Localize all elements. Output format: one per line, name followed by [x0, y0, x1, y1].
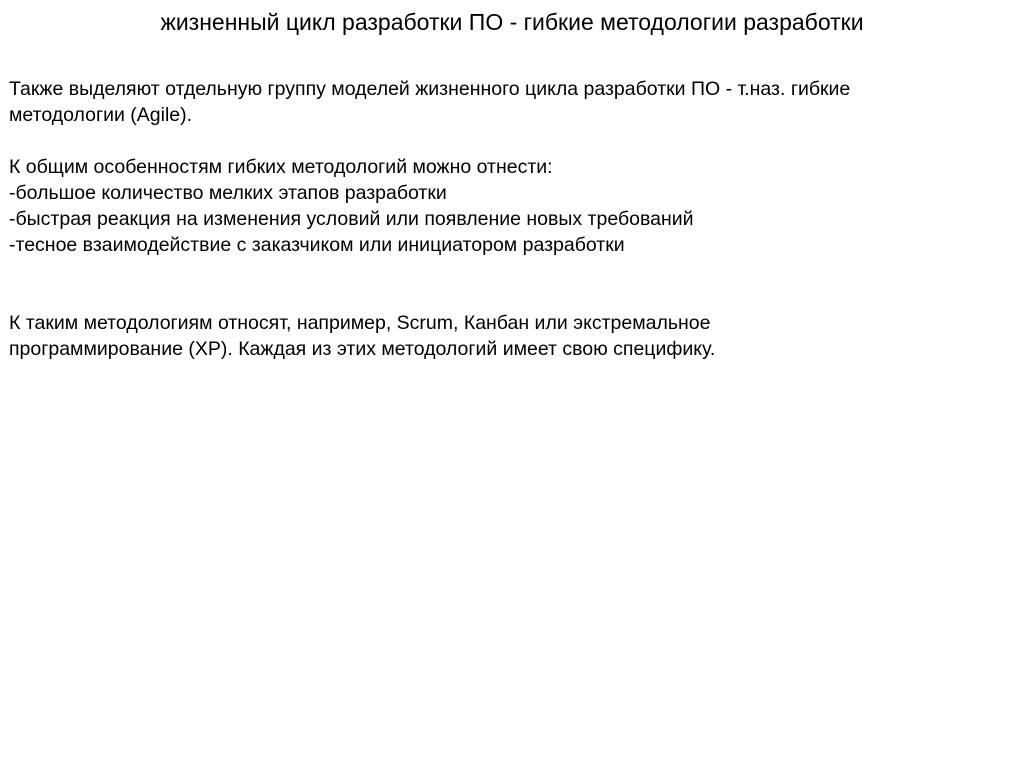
paragraph-spacer [9, 128, 1014, 154]
slide-title: жизненный цикл разработки ПО - гибкие методологии разработки [160, 9, 864, 35]
intro-paragraph [9, 76, 1014, 128]
intro-line-1: Также выделяют отдельную группу моделей жизненного цикла разработки ПО - т.наз. гибкие [9, 78, 851, 100]
examples-line-1: К таким методологиям относят, например, Scrum, Канбан или экстремальное [9, 312, 711, 334]
features-paragraph [9, 154, 1014, 258]
examples-line-2: программирование (XP). Каждая из этих методологий имеет свою специфику. [9, 338, 716, 360]
feature-item-1: -большое количество мелких этапов разработки [9, 182, 447, 204]
intro-line-2: методологии (Agile). [9, 104, 193, 126]
slide-body [9, 76, 1014, 362]
feature-item-2: -быстрая реакция на изменения условий или появление новых требований [9, 208, 694, 230]
feature-item-3: -тесное взаимодействие с заказчиком или инициатором разработки [9, 234, 625, 256]
examples-paragraph [9, 310, 1014, 362]
paragraph-spacer [9, 258, 1014, 310]
features-heading: К общим особенностям гибких методологий можно отнести: [9, 156, 553, 178]
